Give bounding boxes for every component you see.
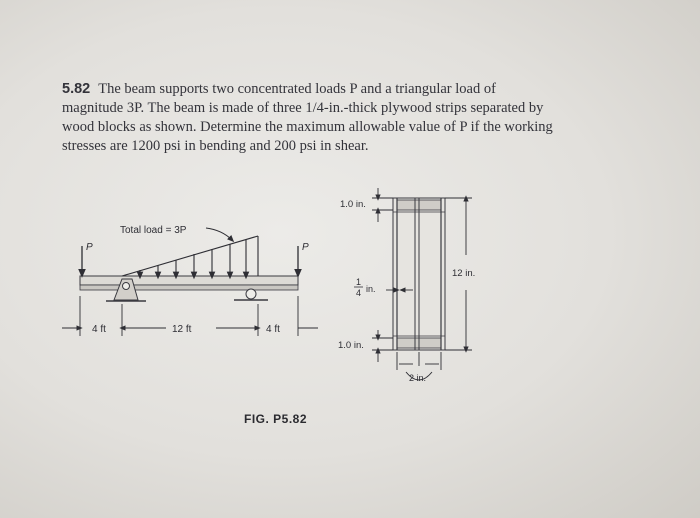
figure-caption: FIG. P5.82 <box>244 412 308 426</box>
problem-line-2: magnitude 3P. The beam is made of three 1/4-in.-thick plywood strips separated by <box>62 100 544 116</box>
strip-thickness-denominator: 4 <box>356 288 362 298</box>
beam <box>80 276 298 290</box>
bottom-block-label: 1.0 in. <box>338 340 364 351</box>
problem-line-3: wood blocks as shown. Determine the maximum allowable value of P if the working <box>62 119 553 135</box>
triangular-load <box>122 236 258 276</box>
problem-line-4: stresses are 1200 psi in bending and 200 psi in shear. <box>62 138 369 154</box>
block-width-label: 2 in. <box>409 373 427 383</box>
problem-number: 5.82 <box>62 81 91 97</box>
right-load-label: P <box>302 242 309 253</box>
total-load-pointer <box>206 228 232 240</box>
total-load-label: Total load = 3P <box>120 225 187 236</box>
depth-label: 12 in. <box>452 268 476 279</box>
right-point-load <box>298 242 309 274</box>
top-block-label: 1.0 in. <box>340 199 366 210</box>
strip-thickness-numerator: 1 <box>356 277 362 287</box>
left-point-load <box>82 242 93 274</box>
span-right-label: 4 ft <box>266 324 280 335</box>
cross-section <box>393 198 445 350</box>
left-load-label: P <box>86 242 93 253</box>
problem-text-1: The beam supports two concentrated loads P and a triangular load of <box>98 81 496 97</box>
strip-thickness-unit: in. <box>366 284 376 294</box>
span-middle-label: 12 ft <box>172 324 192 335</box>
roller-support <box>234 289 268 300</box>
span-left-label: 4 ft <box>92 324 106 335</box>
